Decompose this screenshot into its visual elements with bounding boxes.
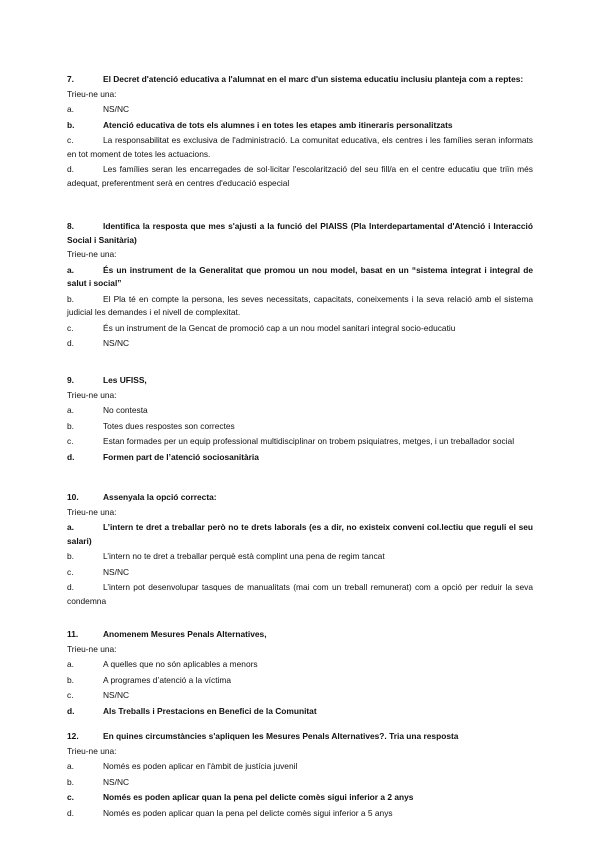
question-11	[67, 628, 533, 718]
question-number: 9.	[67, 375, 74, 385]
option-text: És un instrument de la Generalitat que promou un nou model, basat en un “sistema integrat i integral de salut i social”	[67, 264, 533, 288]
option-d-correct	[67, 705, 533, 719]
option-text: Totes dues respostes son correctes	[103, 420, 235, 431]
option-a	[67, 404, 533, 418]
option-a-correct	[67, 521, 533, 548]
option-text: La responsabilitat es exclusiva de l'administració. La comunitat educativa, els centres i les famílies seran informats en tot moment de totes les actuacions.	[67, 135, 533, 159]
option-text: NS/NC	[103, 690, 130, 700]
option-text: NS/NC	[103, 776, 130, 787]
question-12	[67, 730, 533, 820]
option-c-correct	[67, 791, 533, 805]
option-text: Estan formades per un equip professional multidisciplinar on trobem psiquiatres, metges, i un treballador social	[103, 436, 515, 446]
option-c	[67, 322, 533, 336]
option-text: Només es poden aplicar en l'àmbit de justícia juvenil	[103, 761, 298, 771]
option-d-correct	[67, 451, 533, 465]
question-prompt: Trieu-ne una:	[67, 389, 117, 400]
question-text: Assenyala la opció correcta:	[103, 492, 217, 502]
option-letter: c.	[67, 436, 74, 446]
option-letter: b.	[67, 119, 75, 130]
option-letter: d.	[67, 807, 74, 818]
option-letter: c.	[67, 792, 74, 802]
option-text: Atenció educativa de tots els alumnes i en totes les etapes amb itineraris personalitzats	[103, 119, 453, 130]
question-prompt: Trieu-ne una:	[67, 249, 117, 259]
option-text: El Pla té en compte la persona, les seves necessitats, capacitats, coneixements i la seva relació amb el sistema judicial les demandes i el nivell de complexitat.	[67, 293, 533, 317]
option-letter: c.	[67, 566, 74, 577]
question-heading	[67, 374, 533, 388]
option-text: A programes d’atenció a la víctima	[103, 674, 232, 685]
option-letter: d.	[67, 582, 74, 592]
option-letter: d.	[67, 338, 74, 348]
option-text: NS/NC	[103, 566, 130, 577]
option-text: No contesta	[103, 405, 148, 415]
option-letter: a.	[67, 761, 74, 771]
question-number: 10.	[67, 492, 79, 502]
option-text: Les famílies seran les encarregades de sol·licitar l'escolarització del seu fill/a en el centre educatiu que triïn més adequat, preferentment serà en centres d'educació especial	[67, 164, 533, 188]
option-text: NS/NC	[103, 104, 130, 114]
option-letter: c.	[67, 690, 74, 700]
option-letter: b.	[67, 551, 74, 561]
question-number: 7.	[67, 74, 74, 84]
option-text: L’intern pot desenvolupar tasques de manualitats (mai com un treball remunerat) com a opció per reduir la seva condemna	[67, 582, 533, 606]
option-letter: a.	[67, 104, 74, 114]
option-letter: b.	[67, 420, 74, 431]
option-a-correct	[67, 264, 533, 291]
question-text: Identifica la resposta que mes s'ajusti a la funció del PIAISS (Pla Interdepartamental d'Atenció i Interacció Social i Sanitària)	[67, 221, 533, 245]
option-letter: b.	[67, 776, 74, 787]
question-7	[67, 73, 533, 190]
option-a	[67, 760, 533, 774]
option-d	[67, 581, 533, 608]
option-letter: a.	[67, 522, 74, 532]
option-letter: b.	[67, 293, 74, 304]
question-prompt: Trieu-ne una:	[67, 643, 117, 654]
option-text: NS/NC	[103, 338, 130, 348]
question-heading	[67, 73, 533, 87]
question-text: El Decret d'atenció educativa a l'alumnat en el marc d'un sistema educatiu inclusiu planteja com a reptes:	[103, 74, 524, 84]
option-text: A quelles que no són aplicables a menors	[103, 659, 258, 669]
question-prompt: Trieu-ne una:	[67, 745, 117, 756]
question-number: 8.	[67, 221, 74, 231]
option-c	[67, 689, 533, 703]
question-heading	[67, 628, 533, 642]
option-text: Formen part de l’atenció sociosanitària	[103, 451, 259, 462]
option-b	[67, 674, 533, 688]
question-text: Anomenem Mesures Penals Alternatives,	[103, 629, 267, 639]
option-letter: d.	[67, 451, 75, 462]
option-b	[67, 550, 533, 564]
question-text: Les UFISS,	[103, 375, 147, 385]
option-letter: c.	[67, 322, 74, 333]
option-c	[67, 566, 533, 580]
option-letter: c.	[67, 135, 74, 145]
question-heading	[67, 220, 533, 247]
option-text: Només es poden aplicar quan la pena pel delicte comès sigui inferior a 5 anys	[103, 807, 393, 818]
option-letter: b.	[67, 674, 74, 685]
option-text: És un instrument de la Gencat de promoció cap a un nou model sanitari integral socio-educatiu	[103, 322, 456, 333]
question-8	[67, 220, 533, 351]
option-c	[67, 134, 533, 161]
question-9	[67, 374, 533, 464]
option-d	[67, 337, 533, 351]
option-c	[67, 435, 533, 449]
option-b	[67, 776, 533, 790]
question-prompt: Trieu-ne una:	[67, 506, 117, 517]
option-d	[67, 807, 533, 821]
option-b	[67, 420, 533, 434]
option-text: L’intern te dret a treballar però no te drets laborals (es a dir, no existeix conveni col.lectiu que reguli el seu salari)	[67, 522, 533, 546]
option-text: Als Treballs i Prestacions en Benefici de la Comunitat	[103, 705, 317, 716]
option-letter: a.	[67, 405, 74, 415]
question-10	[67, 491, 533, 608]
option-b-correct	[67, 119, 533, 133]
option-text: L’intern no te dret a treballar perquè està complint una pena de regim tancat	[103, 551, 385, 561]
option-letter: a.	[67, 659, 74, 669]
option-letter: d.	[67, 705, 75, 716]
question-heading	[67, 730, 533, 744]
option-letter: a.	[67, 264, 74, 275]
option-b	[67, 293, 533, 320]
option-text: Només es poden aplicar quan la pena pel delicte comès sigui inferior a 2 anys	[103, 792, 414, 802]
option-a	[67, 103, 533, 117]
question-number: 12.	[67, 731, 79, 741]
option-letter: d.	[67, 164, 74, 174]
question-number: 11.	[67, 629, 79, 639]
question-text: En quines circumstàncies s'apliquen les Mesures Penals Alternatives?. Tria una resposta	[103, 731, 459, 741]
option-d	[67, 163, 533, 190]
question-prompt: Trieu-ne una:	[67, 88, 117, 99]
option-a	[67, 658, 533, 672]
question-heading	[67, 491, 533, 505]
